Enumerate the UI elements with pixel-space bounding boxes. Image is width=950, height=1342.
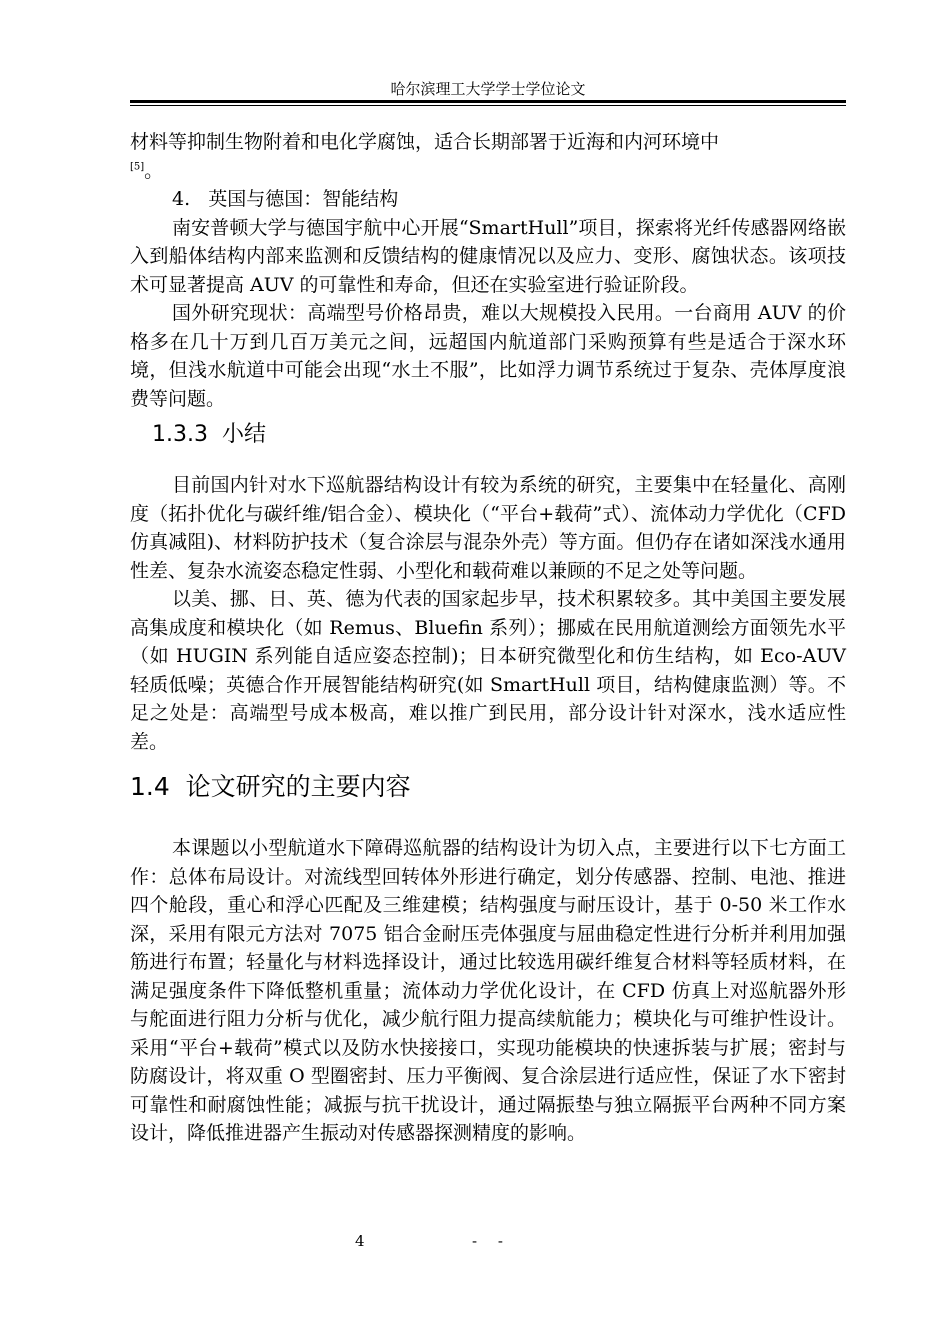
citation-ref: [5] (130, 161, 145, 173)
header-rule-thin (130, 105, 846, 106)
paragraph-foreign-status: 国外研究现状：高端型号价格昂贵，难以大规模投入民用。一台商用 AUV 的价格多在几十万到几百万美元之间，远超国内航道部门采购预算有些是适合于深水环境，但浅水航道中可能会出现“水土不服”，比如浮力调节系统过于复杂、壳体厚度浪费等问题。 (130, 302, 846, 410)
paragraph-text: 材料等抑制生物附着和电化学腐蚀，适合长期部署于近海和内河环境中 (130, 131, 720, 153)
section-heading-1-4 (130, 770, 846, 804)
section-title: 小结 (221, 422, 266, 447)
section-heading-1-3-3 (130, 419, 846, 451)
section-title: 论文研究的主要内容 (185, 772, 411, 801)
page-number: 4 (355, 1232, 365, 1250)
paragraph-main-content: 本课题以小型航道水下障碍巡航器的结构设计为切入点，主要进行以下七方面工作：总体布局设计。对流线型回转体外形进行确定，划分传感器、控制、电池、推进四个舱段，重心和浮心匹配及三维建模；结构强度与耐压设计，基于 0-50 米工作水深，采用有限元方法对 7075 铝合金耐压壳体强度与屈曲稳定性进行分析并利用加强筋进行布置；轻量化与材料选择设计，通过比较选用碳纤维复合材料等轻质材料，在满足强度条件下降低整机重量；流体动力学优化设计，在 CFD 仿真上对巡航器外形与舵面进行阻力分析与优化，减少航行阻力提高续航能力；模块化与可维护性设计。采用“平台+载荷”模式以及防水快接接口，实现功能模块的快速拆装与扩展；密封与防腐设计，将双重 O 型圈密封、压力平衡阀、复合涂层进行适应性，保证了水下密封可靠性和耐腐蚀性能；减振与抗干扰设计，通过隔振垫与独立隔振平台两种不同方案设计，降低推进器产生振动对传感器探测精度的影响。 (130, 837, 846, 1144)
paragraph-foreign-summary: 以美、挪、日、英、德为代表的国家起步早，技术积累较多。其中美国主要发展高集成度和模块化（如 Remus、Bluefin 系列）；挪威在民用航道测绘方面领先水平（如 HUGIN 系列能自适应姿态控制)；日本研究微型化和仿生结构，如 Eco-AUV 轻质低噪；英德合作开展智能结构研究(如 SmartHull 项目，结构健康监测）等。不足之处是：高端型号成本极高，难以推广到民用，部分设计针对深水，浅水适应性差。 (130, 588, 846, 753)
header-rule-thick (130, 100, 846, 103)
section-number: 1.3.3 (152, 422, 208, 447)
header-title: 哈尔滨理工大学学士学位论文 (390, 80, 586, 98)
paragraph-tail: 。 (144, 159, 164, 182)
list-item-title: 英国与德国：智能结构 (208, 188, 399, 210)
paragraph-domestic-summary: 目前国内针对水下巡航器结构设计有较为系统的研究，主要集中在轻量化、高刚度（拓扑优化与碳纤维/铝合金）、模块化（“平台+载荷”式）、流体动力学优化（CFD 仿真减阻)、材料防护技术（复合涂层与混杂外壳）等方面。但仍存在诸如深浅水通用性差、复杂水流姿态稳定性弱、小型化和载荷难以兼顾的不足之处等问题。 (130, 474, 846, 582)
list-item-number: 4. (172, 188, 191, 210)
list-item-4 (130, 185, 846, 214)
paragraph-continuation (130, 128, 846, 185)
page-body (130, 128, 846, 1148)
paragraph-smarthull: 南安普顿大学与德国宇航中心开展“SmartHull”项目，探索将光纤传感器网络嵌入到船体结构内部来监测和反馈结构的健康情况以及应力、变形、腐蚀状态。该项技术可显著提高 AUV 的可靠性和寿命，但还在实验室进行验证阶段。 (130, 216, 846, 296)
footer-dashes: - - (472, 1232, 511, 1250)
section-number: 1.4 (130, 772, 170, 801)
